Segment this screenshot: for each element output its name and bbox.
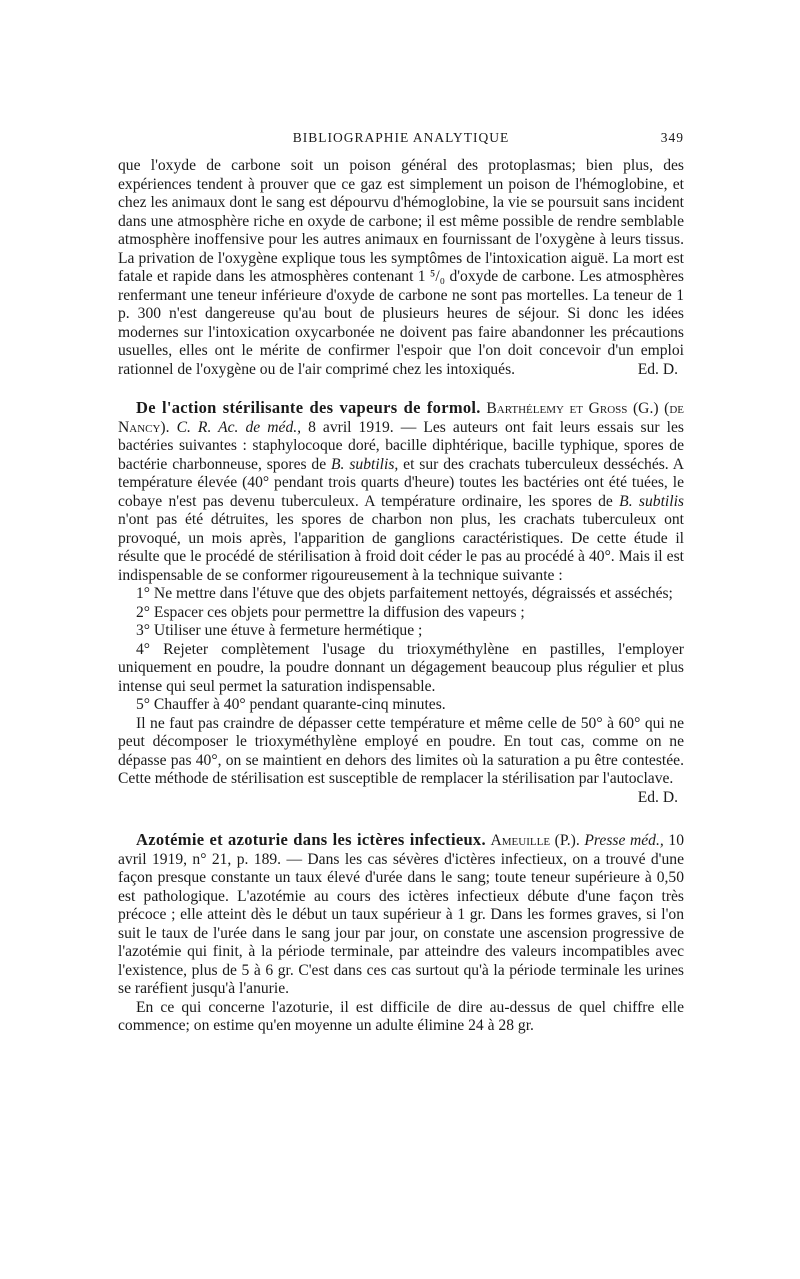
- article-2-intro: — Les auteurs ont fait leurs essais sur les bactéries suivantes : staphylocoque doré, bacille diphtérique, bacille typhique, spores de bactérie charbonneuse, spores de: [118, 418, 684, 473]
- article-3-authors: Ameuille (P.).: [490, 832, 580, 849]
- article-2-title: De l'action stérilisante des vapeurs de formol.: [136, 398, 481, 417]
- article-2-species-1: B. subtilis,: [331, 455, 399, 473]
- article-1-text: que l'oxyde de carbone soit un poison général des protoplasmas; bien plus, des expériences tendent à prouver que ce gaz est simplement un poison de l'hémoglobine, et chez les animaux dont le sang est dépourvu d'hémoglobine, la vie se poursuit sans incident dans une atmosphère riche en oxyde de carbone; il est même possible de rendre semblable atmosphère inoffensive pour les autres animaux en fournissant de l'oxygène à leurs tissus. La privation de l'oxygène explique tous les symptômes de l'intoxication aiguë. La mort est fatale et rapide dans les atmosphères contenant 1 ⁵/₀ d'oxyde de carbone. Les atmosphères renfermant une teneur inférieure d'oxyde de carbone ne sont pas mortelles. La teneur de 1 p. 300 n'est dangereuse qu'au bout de plusieurs heures de séjour. Si donc les idées modernes sur l'intoxication oxycarbonée ne doivent pas faire abandonner les précautions usuelles, elles ont le mérite de confirmer l'espoir que l'on doit concevoir d'un emploi rationnel de l'oxygène ou de l'air comprimé chez les intoxiqués.: [118, 157, 684, 378]
- article-3-paragraph-2: En ce qui concerne l'azoturie, il est difficile de dire au-dessus de quel chiffre elle commence; on estime qu'en moyenne un adulte élimine 24 à 28 gr.: [118, 998, 684, 1034]
- running-title: BIBLIOGRAPHIE ANALYTIQUE: [292, 130, 510, 145]
- article-2-step: 4° Rejeter complètement l'usage du trioxyméthylène en pastilles, l'employer uniquement en poudre, la poudre donnant un dégagement beaucoup plus régulier et plus intense qui seul permet la saturation indispensable.: [118, 640, 684, 695]
- article-1-signature: Ed. D.: [637, 360, 678, 378]
- article-3-title: Azotémie et azoturie dans les ictères infectieux.: [136, 830, 486, 849]
- article-2-intro-3: n'ont pas été détruites, les spores de charbon non plus, les crachats tuberculeux ont provoqué, un mois après, l'apparition de ganglions caractéristiques. De cette étude il résulte que le procédé de stérilisation à froid doit céder le pas au procédé à 40°. Mais il est indispensable de se conformer rigoureusement à la technique suivante :: [118, 511, 684, 584]
- page-number: 349: [660, 130, 684, 145]
- article-2-conclusion-paragraph: [118, 714, 684, 806]
- running-head: [118, 130, 684, 150]
- article-3-source: Presse méd.,: [584, 832, 664, 849]
- article-2-date: 8 avril 1919.: [308, 418, 394, 436]
- article-2-step: 5° Chauffer à 40° pendant quarante-cinq minutes.: [136, 696, 446, 713]
- article-2-species-2: B. subtilis: [619, 492, 684, 510]
- article-3-paragraph: [118, 831, 684, 999]
- article-2-intro-2: et sur des crachats tuberculeux desséchés. A température élevée (40° pendant trois quarts d'heure) toutes les bactéries ont été tuées, le cobaye n'est pas devenu tuberculeux. A température ordinaire, les spores de: [118, 455, 684, 510]
- article-2-source: C. R. Ac. de méd.,: [176, 418, 302, 436]
- article-2-signature: Ed. D.: [637, 788, 678, 806]
- article-1-paragraph: [118, 157, 684, 379]
- article-2-paragraph: [118, 399, 684, 585]
- article-2-step: 3° Utiliser une étuve à fermeture hermétique ;: [136, 622, 423, 639]
- article-3-citation: 10 avril 1919, n° 21, p. 189.: [118, 832, 684, 868]
- article-3-text: — Dans les cas sévères d'ictères infectieux, on a trouvé d'une façon presque constante un taux élevé d'urée dans le sang; toute teneur supérieure à 0,50 est pathologique. L'azotémie au cours des ictères infectieux débute d'une façon très précoce ; elle atteint dès le début un taux supérieur à 1 gr. Dans les formes graves, si l'on suit le taux de l'urée dans le sang jour par jour, on constate une ascension progressive de l'azotémie qui finit, à la période terminale, par atteindre des valeurs incompatibles avec l'existence, plus de 5 à 6 gr. C'est dans ces cas surtout qu'à la période terminale les urines se raréfient jusqu'à l'anurie.: [118, 850, 685, 997]
- body-text: [118, 157, 684, 1036]
- article-2-step: 1° Ne mettre dans l'étuve que des objets parfaitement nettoyés, dégraissés et asséchés;: [136, 585, 673, 602]
- article-2-conclusion: Il ne faut pas craindre de dépasser cette température et même celle de 50° à 60° qui ne peut décomposer le trioxyméthylène employé en poudre. En tout cas, comme on ne dépasse pas 40°, on se maintient en dehors des limites où la saturation a pu être contestée. Cette méthode de stérilisation est susceptible de remplacer la stérilisation par l'autoclave.: [118, 714, 684, 787]
- article-2-authors: Barthélemy et Gross (G.) (de Nancy).: [118, 400, 685, 436]
- article-2-step: 2° Espacer ces objets pour permettre la diffusion des vapeurs ;: [136, 603, 525, 621]
